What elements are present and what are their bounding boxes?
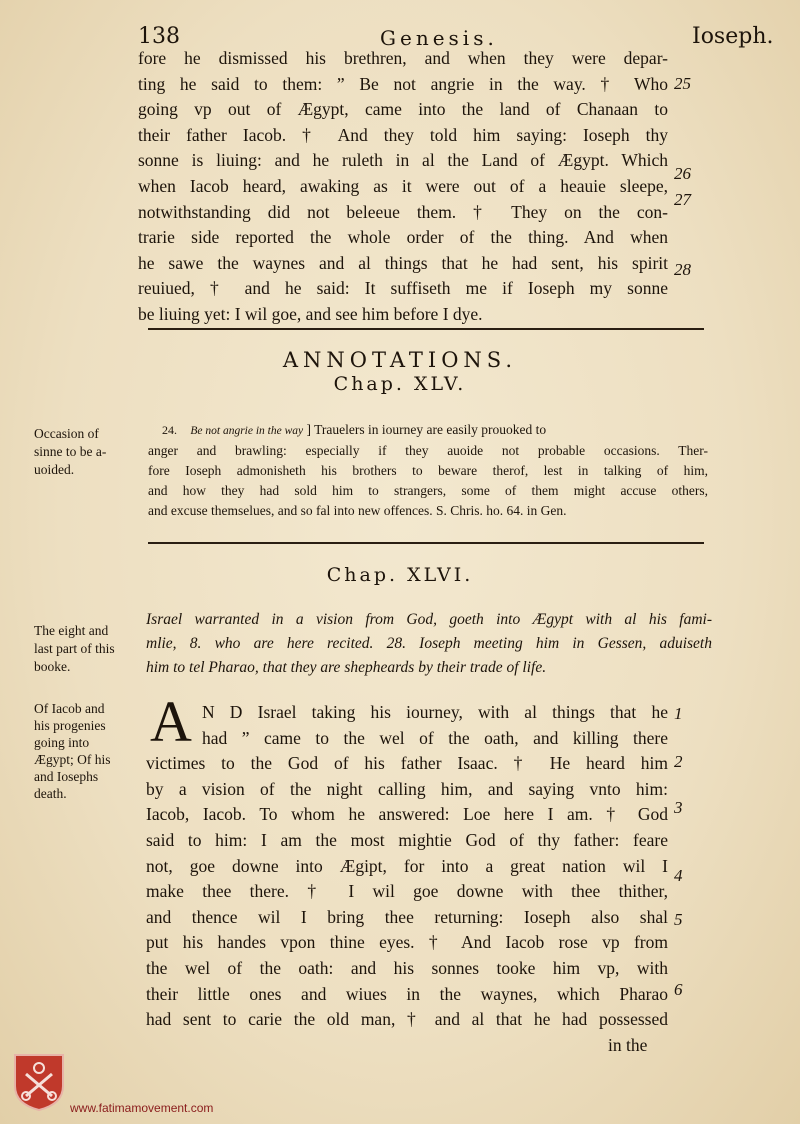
verse-number: 6 <box>674 980 683 999</box>
annotation-line: and excuse themselues, and so fal into new offences. S. Chris. ho. 64. in Gen. <box>148 503 567 518</box>
text-line: reuiued, † and he said: It suffiseth me if Ioseph my sonne <box>138 278 668 299</box>
section-divider <box>148 542 704 544</box>
verse-number: 26 <box>674 164 691 183</box>
chapter46-text-block <box>146 700 668 1058</box>
text-line: said to him: I am the most mightie God of thy father: feare <box>146 829 668 850</box>
annotation-line: fore Ioseph admonisheth his brothers to beware therof, lest in talking of him, <box>148 463 708 478</box>
chapter45-text-block <box>138 46 668 328</box>
argument-line: him to tel Pharao, that they are shepheards by their trade of life. <box>146 659 547 676</box>
margin-line: The eight and <box>34 623 109 638</box>
text-line: put his handes vpon thine eyes. † And Iacob rose vp from <box>146 932 668 953</box>
margin-line: his progenies <box>34 718 106 733</box>
chapter46-verse-numbers <box>674 700 704 1020</box>
drop-cap: A <box>150 689 192 754</box>
margin-line: last part of this <box>34 641 115 656</box>
annotation-lemma: Be not angrie in the way <box>190 425 304 437</box>
chapter46-margin-note <box>34 700 144 802</box>
text-line: N D Israel taking his iourney, with al things that he <box>202 702 668 722</box>
argument-line: Israel warranted in a vision from God, goeth into Ægypt with al his fami- <box>146 611 712 628</box>
annotation-margin-note <box>34 425 144 479</box>
page-number: 138 <box>138 24 180 49</box>
margin-line: Ægypt; Of his <box>34 752 111 767</box>
chapter46-heading: Chap. XLVI. <box>326 564 474 586</box>
verse-number: 27 <box>674 190 691 209</box>
section-divider <box>148 328 704 330</box>
margin-line: Occasion of <box>34 426 99 441</box>
chapter45-verse-numbers <box>674 46 704 326</box>
margin-line: booke. <box>34 659 71 674</box>
annotation-line: and how they had sold him to strangers, some of them might accuse others, <box>148 483 708 498</box>
chapter46-argument <box>146 608 712 680</box>
text-line: not, goe downe into Ægipt, for into a great nation wil I <box>146 855 668 876</box>
text-line: the wel of the oath: and his sonnes tooke him vp, with <box>146 957 668 978</box>
text-line: had sent to carie the old man, † and al that he had possessed <box>146 1009 668 1030</box>
annotation-ref: 24. <box>162 423 177 437</box>
text-line: their father Iacob. † And they told him saying: Ioseph thy <box>138 124 668 145</box>
argument-line: mlie, 8. who are here recited. 28. Ioseph meeting him in Gessen, aduiseth <box>146 635 712 652</box>
verse-number: 4 <box>674 866 683 885</box>
text-line: fore he dismissed his brethren, and when they were depar- <box>138 48 668 68</box>
margin-line: uoided. <box>34 462 75 477</box>
verse-number: 2 <box>674 752 683 771</box>
text-line: victimes to the God of his father Isaac. † He heard him <box>146 753 668 774</box>
verse-number: 5 <box>674 910 683 929</box>
margin-line: going into <box>34 735 90 750</box>
verse-number: 3 <box>674 798 683 817</box>
annotations-title: ANNOTATIONS. <box>282 348 518 372</box>
text-line: by a vision of the night calling him, and saying vnto him: <box>146 778 668 799</box>
annotation-line: ] Trauelers in iourney are easily prouoked to <box>306 422 547 437</box>
text-line: ting he said to them: ” Be not angrie in the way. † Who <box>138 73 668 94</box>
verse-number: 25 <box>674 74 691 93</box>
text-line: in the <box>608 1034 648 1055</box>
papal-keys-seal-icon <box>12 1052 66 1112</box>
text-line: make thee there. † I wil goe downe with thee thither, <box>146 881 668 902</box>
running-name: Ioseph. <box>692 24 774 49</box>
text-line: trarie side reported the whole order of the thing. And when <box>138 227 668 248</box>
verse-number: 1 <box>674 704 683 723</box>
running-title: Genesis. <box>380 26 498 50</box>
text-line: be liuing yet: I wil goe, and see him before I dye. <box>138 303 483 324</box>
watermark-url[interactable]: www.fatimamovement.com <box>70 1101 214 1115</box>
text-line: Iacob, Iacob. To whom he answered: Loe here I am. † God <box>146 804 668 825</box>
text-line: and thence wil I bring thee returning: Ioseph also shal <box>146 906 668 927</box>
margin-line: death. <box>34 786 67 801</box>
text-line: going vp out of Ægypt, came into the land of Chanaan to <box>138 99 668 120</box>
margin-line: and Iosephs <box>34 769 99 784</box>
text-line: notwithstanding did not beleeue them. † They on the con- <box>138 201 668 222</box>
annotations-chapter-heading: Chap. XLV. <box>333 373 467 395</box>
margin-line: sinne to be a- <box>34 444 107 459</box>
margin-line: Of Iacob and <box>34 701 105 716</box>
verse-number: 28 <box>674 260 691 279</box>
text-line: when Iacob heard, awaking as it were out of a heauie sleepe, <box>138 175 668 196</box>
text-line: had ” came to the wel of the oath, and killing there <box>202 727 668 748</box>
text-line: sonne is liuing: and he ruleth in al the Land of Ægypt. Which <box>138 150 668 171</box>
annotation-line: anger and brawling: especially if they auoide not probable occasions. Ther- <box>148 443 708 458</box>
argument-margin-note <box>34 622 144 676</box>
text-line: he sawe the waynes and al things that he had sent, his spirit <box>138 252 668 273</box>
text-line: their little ones and wiues in the waynes, which Pharao <box>146 983 668 1004</box>
annotation-text-block <box>148 420 708 521</box>
